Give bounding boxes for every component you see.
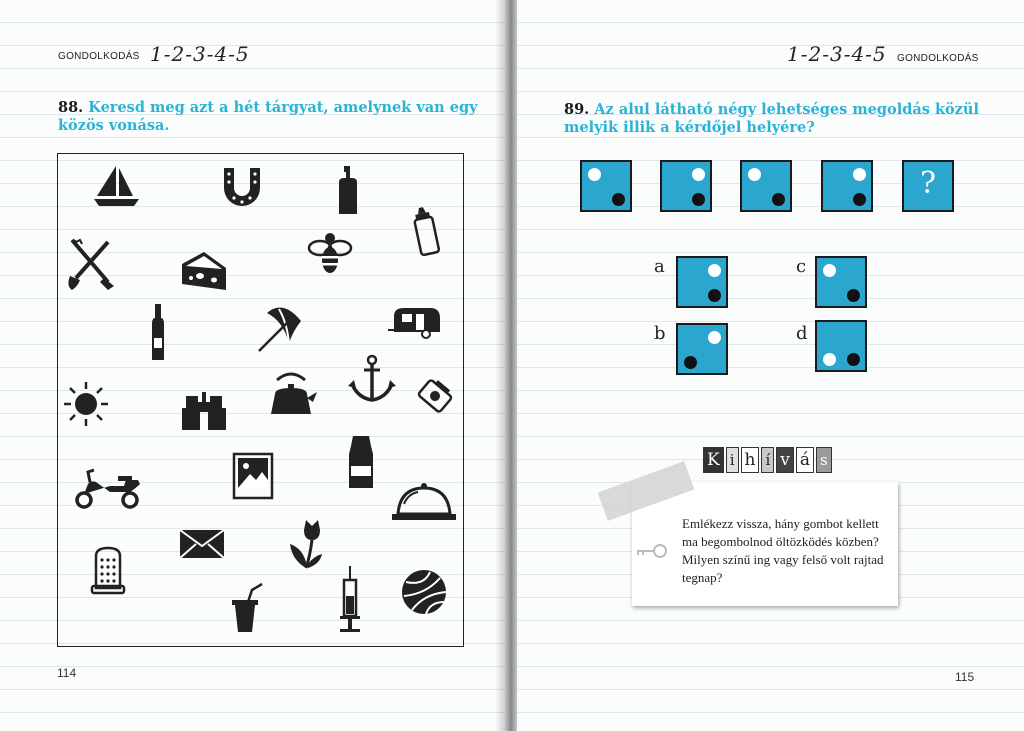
black-dot: [853, 193, 866, 206]
milk-carton-icon: [333, 432, 389, 488]
black-dot: [772, 193, 785, 206]
baby-bottle-icon: [398, 204, 454, 260]
syringe-icon: [322, 566, 378, 636]
header-numbers: 1-2-3-4-5: [150, 42, 250, 66]
bee-icon: [302, 226, 358, 282]
black-dot: [847, 289, 860, 302]
challenge-letter: h: [741, 447, 760, 473]
sequence-tile-3: [740, 160, 792, 212]
white-dot: [853, 168, 866, 181]
challenge-letter: s: [816, 447, 832, 473]
white-dot: [823, 353, 836, 366]
photo-icon: [226, 448, 282, 504]
scooter-icon: [70, 458, 146, 514]
sequence-tile-4: [821, 160, 873, 212]
task-text: Keresd meg azt a hét tárgyat, amelynek van egy közös vonása.: [58, 99, 478, 134]
option-letter-a: a: [654, 256, 665, 277]
task-number: 88.: [58, 99, 84, 116]
option-d-tile[interactable]: [815, 320, 867, 372]
option-letter-d: d: [796, 323, 808, 344]
challenge-letter: K: [703, 447, 724, 473]
sailboat-icon: [89, 158, 145, 214]
challenge-card: [632, 482, 898, 606]
tulip-icon: [280, 516, 336, 572]
sun-icon: [58, 376, 114, 432]
option-b-tile[interactable]: [676, 323, 728, 375]
option-c-tile[interactable]: [815, 256, 867, 308]
header-label: GONDOLKODÁS: [58, 51, 140, 62]
black-dot: [708, 289, 721, 302]
challenge-text: Emlékezz vissza, hány gombot kellett ma begombolnod öltözködés közben? Milyen színű ing vagy felső volt rajtad tegnap?: [682, 516, 884, 585]
caravan-icon: [386, 294, 442, 350]
left-page: [0, 0, 505, 731]
icon-grid-box: [57, 153, 464, 647]
anchor-icon: [344, 352, 400, 408]
black-dot: [684, 356, 697, 369]
challenge-letter: i: [726, 447, 739, 473]
header-numbers: 1-2-3-4-5: [787, 42, 887, 66]
sequence-tile-1: [580, 160, 632, 212]
beach-umbrella-icon: [253, 299, 309, 355]
key-icon: [636, 542, 670, 560]
option-letter-b: b: [654, 323, 666, 344]
envelope-icon: [174, 514, 230, 570]
cup-with-straw-icon: [218, 580, 274, 636]
task-text: Az alul látható négy lehetséges megoldás közül melyik illik a kérdőjel helyére?: [564, 101, 979, 136]
white-dot: [708, 264, 721, 277]
horseshoe-icon: [214, 160, 270, 216]
option-letter-c: c: [796, 256, 807, 277]
white-dot: [692, 168, 705, 181]
page-number: 115: [955, 670, 975, 684]
white-dot: [823, 264, 836, 277]
white-dot: [748, 168, 761, 181]
question-mark: ?: [919, 166, 937, 201]
white-dot: [708, 331, 721, 344]
task-number: 89.: [564, 101, 590, 118]
pencil-sharpener-icon: [407, 368, 463, 424]
task-89: [564, 101, 984, 137]
soap-dispenser-icon: [320, 162, 376, 218]
shovel-fork-icon: [62, 236, 118, 292]
sequence-tile-2: [660, 160, 712, 212]
task-88: [58, 99, 478, 135]
kettle-icon: [263, 368, 319, 424]
black-dot: [692, 193, 705, 206]
challenge-title: [703, 447, 834, 475]
challenge-letter: á: [796, 447, 814, 473]
cloche-icon: [388, 474, 460, 530]
challenge-letter: v: [776, 447, 794, 473]
black-dot: [847, 353, 860, 366]
right-page: [517, 0, 1024, 731]
wine-bottle-icon: [130, 304, 186, 360]
sequence-tile-question: [902, 160, 954, 212]
option-a-tile[interactable]: [676, 256, 728, 308]
header-label: GONDOLKODÁS: [897, 53, 979, 64]
cheese-icon: [176, 244, 232, 300]
challenge-letter: í: [761, 447, 774, 473]
volleyball-icon: [396, 564, 452, 620]
black-dot: [612, 193, 625, 206]
thimble-icon: [80, 542, 136, 598]
binoculars-icon: [176, 382, 232, 438]
white-dot: [588, 168, 601, 181]
page-number: 114: [57, 666, 77, 680]
